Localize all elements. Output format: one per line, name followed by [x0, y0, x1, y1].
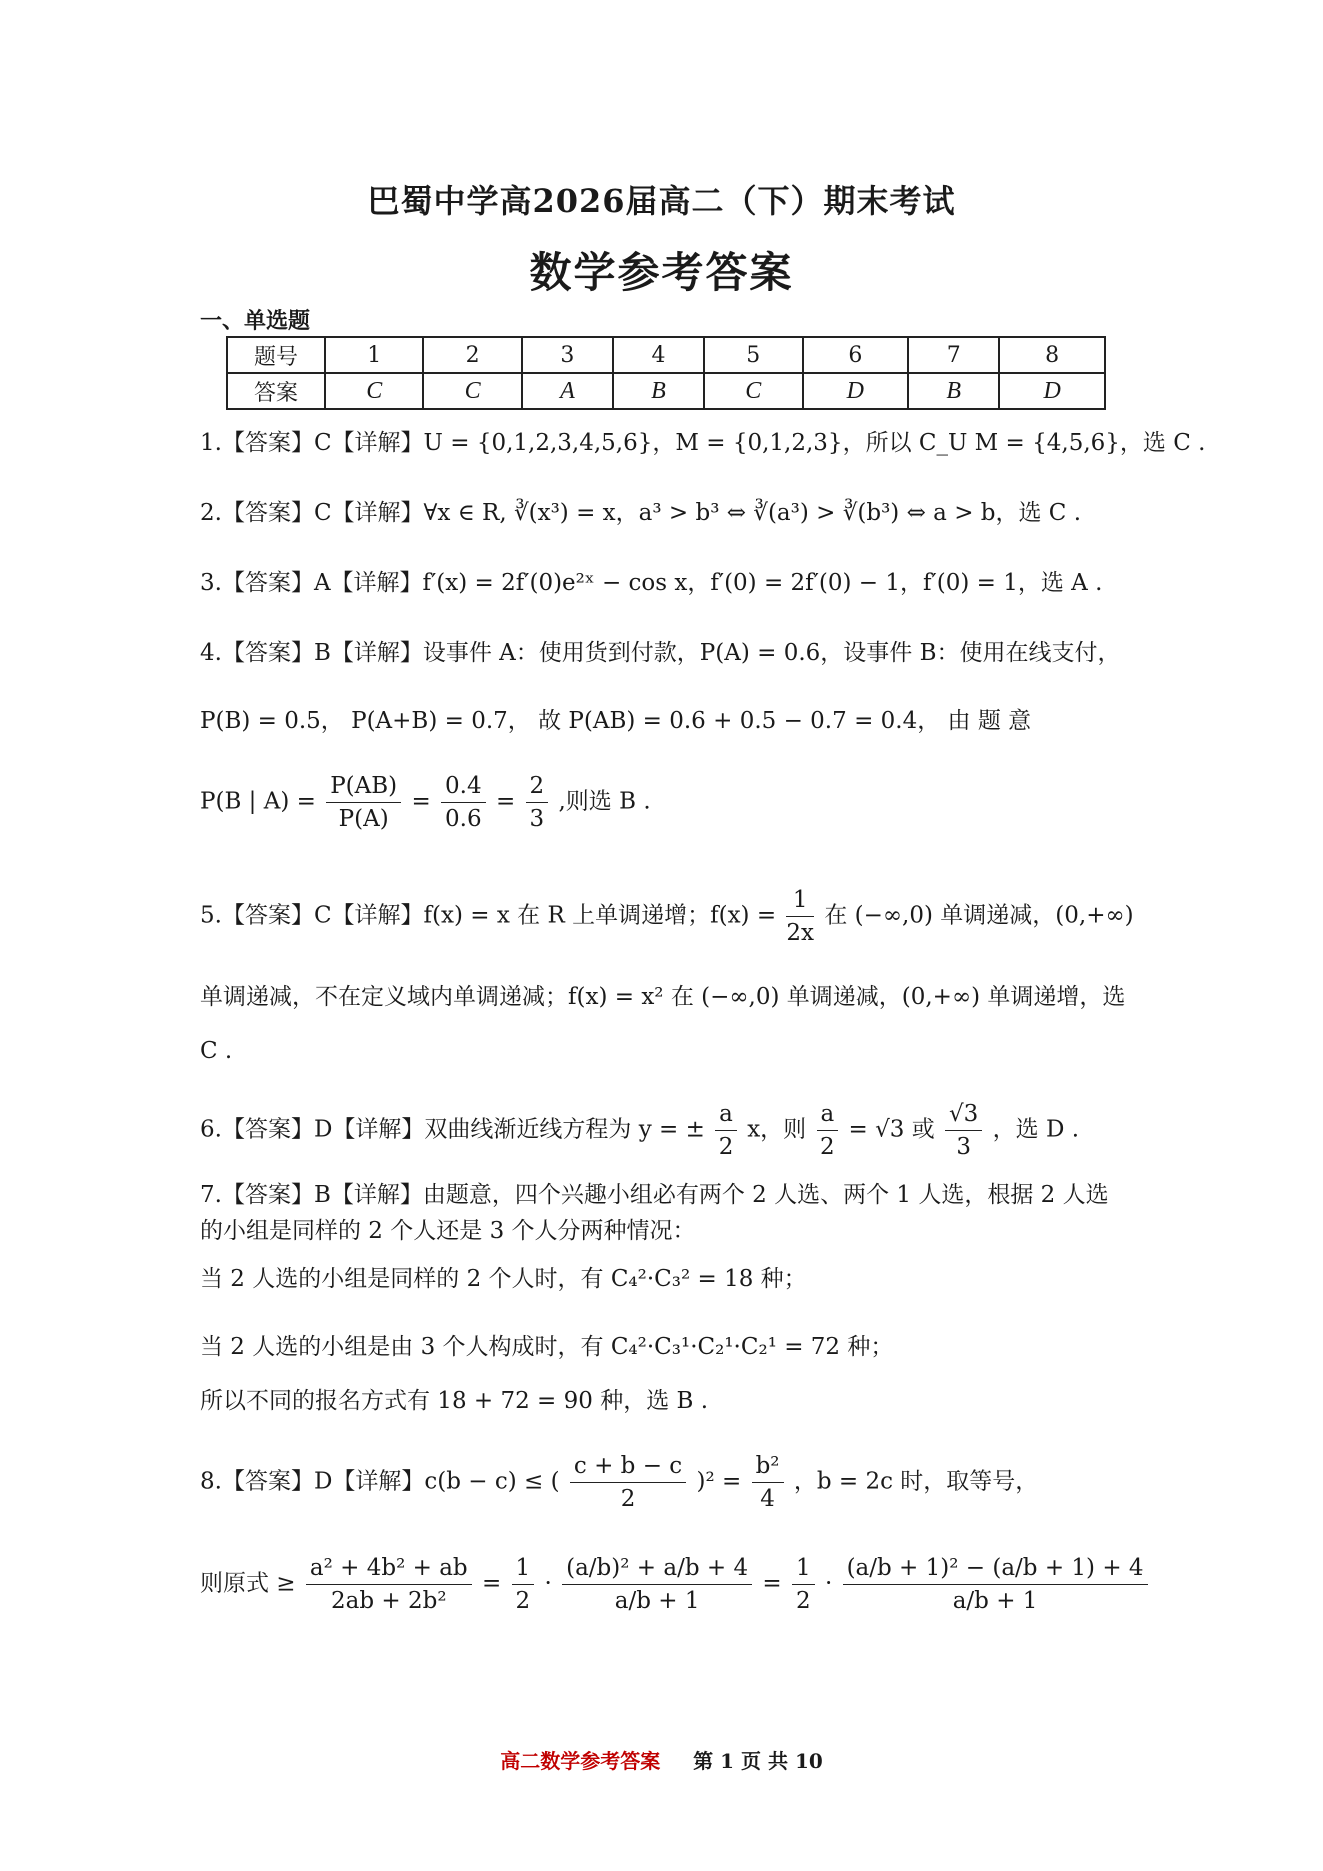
table-cell-number: 4	[613, 337, 704, 373]
fraction	[752, 1450, 784, 1515]
answer-q5-line1	[200, 884, 1134, 949]
answer-q2: 2.【答案】C【详解】∀x ∈ R, ∛(x³) = x，a³ > b³ ⇔ ∛(a³) > ∛(b³) ⇔ a > b，选 C .	[200, 500, 1082, 526]
table-cell-number: 2	[423, 337, 521, 373]
equals-sign: =	[481, 1570, 502, 1597]
fraction-denominator: 0.6	[445, 806, 482, 832]
formula-tail: ,则选 B .	[558, 788, 651, 815]
school-exam-title: 巴蜀中学高2026届高二（下）期末考试	[367, 182, 956, 220]
fraction-numerator: (a/b)² + a/b + 4	[562, 1552, 752, 1585]
answer-q6-part2: x，则	[747, 1116, 807, 1143]
fraction-numerator: c + b − c	[570, 1450, 686, 1483]
answer-q5-line2: 单调递减，不在定义域内单调递减；f(x) = x² 在 (−∞,0) 单调递减，(0,+∞) 单调递增，选	[200, 984, 1126, 1010]
table-cell-answer: D	[803, 373, 909, 409]
fraction	[792, 1552, 815, 1617]
answer-q8-part3: ，b = 2c 时，取等号，	[793, 1468, 1039, 1495]
footer-doc-label: 高二数学参考答案	[500, 1749, 661, 1773]
fraction-denominator: 2	[820, 1134, 835, 1160]
table-header-cell: 题号	[227, 337, 325, 373]
fraction-numerator: 1	[512, 1552, 535, 1585]
answer-q8-lhs: 则原式 ≥	[200, 1570, 296, 1597]
answer-q6-part4: ，选 D .	[992, 1116, 1080, 1143]
answer-q7-line5: 所以不同的报名方式有 18 + 72 = 90 种，选 B .	[200, 1388, 709, 1414]
table-cell-number: 8	[999, 337, 1105, 373]
answer-q8-line1	[200, 1450, 1038, 1515]
fraction-denominator: 2	[796, 1588, 811, 1614]
answer-q8-part1: 8.【答案】D【详解】c(b − c) ≤ (	[200, 1468, 560, 1495]
fraction-denominator: 2x	[786, 920, 815, 946]
fraction-numerator: a	[817, 1098, 839, 1131]
answer-q6-part3: = √3 或	[848, 1116, 935, 1143]
formula-lhs: P(B | A) =	[200, 788, 316, 815]
table-cell-number: 5	[704, 337, 802, 373]
table-cell-number: 7	[908, 337, 999, 373]
table-cell-number: 6	[803, 337, 909, 373]
fraction-numerator: a	[715, 1098, 737, 1131]
table-cell-answer: A	[522, 373, 613, 409]
answer-q5-part1: 5.【答案】C【详解】f(x) = x 在 R 上单调递增；f(x) =	[200, 902, 777, 929]
answer-q8-part2: )² =	[696, 1468, 742, 1495]
fraction	[512, 1552, 535, 1617]
equals-sign: =	[762, 1570, 782, 1597]
answer-q6-part1: 6.【答案】D【详解】双曲线渐近线方程为 y = ±	[200, 1116, 705, 1143]
table-cell-answer: B	[613, 373, 704, 409]
table-cell-answer: B	[908, 373, 999, 409]
fraction-denominator: a/b + 1	[952, 1588, 1038, 1614]
fraction	[306, 1552, 472, 1617]
fraction	[715, 1098, 737, 1163]
table-cell-number: 3	[522, 337, 613, 373]
table-cell-answer: C	[325, 373, 423, 409]
table-header-cell: 答案	[227, 373, 325, 409]
fraction	[441, 770, 486, 835]
fraction-denominator: a/b + 1	[614, 1588, 700, 1614]
table-row-answers	[227, 373, 1105, 409]
answer-table	[226, 336, 1106, 410]
fraction-denominator: P(A)	[338, 806, 389, 832]
answer-q5-part2: 在 (−∞,0) 单调递减，(0,+∞)	[824, 902, 1134, 929]
fraction-numerator: 0.4	[441, 770, 486, 803]
answer-q4-line2: P(B) = 0.5， P(A+B) = 0.7， 故 P(AB) = 0.6 + 0.5 − 0.7 = 0.4， 由 题 意	[200, 708, 1032, 734]
fraction	[570, 1450, 686, 1515]
table-cell-answer: C	[704, 373, 802, 409]
fraction-denominator: 2	[620, 1486, 636, 1512]
fraction-denominator: 2	[515, 1588, 531, 1614]
fraction-numerator: 1	[792, 1552, 815, 1585]
fraction	[326, 770, 401, 835]
table-cell-answer: D	[999, 373, 1105, 409]
fraction-numerator: (a/b + 1)² − (a/b + 1) + 4	[843, 1552, 1148, 1585]
fraction-numerator: 2	[526, 770, 549, 803]
fraction-denominator: 3	[956, 1134, 971, 1160]
doc-title: 数学参考答案	[529, 248, 794, 297]
answer-q3: 3.【答案】A【详解】f′(x) = 2f′(0)e²ˣ − cos x，f′(0) = 2f′(0) − 1，f′(0) = 1，选 A .	[200, 570, 1103, 596]
fraction-numerator: a² + 4b² + ab	[306, 1552, 472, 1585]
answer-q1: 1.【答案】C【详解】U = {0,1,2,3,4,5,6}，M = {0,1,2,3}，所以 C_U M = {4,5,6}，选 C .	[200, 430, 1206, 456]
fraction	[843, 1552, 1148, 1617]
table-cell-number: 1	[325, 337, 423, 373]
fraction-denominator: 3	[529, 806, 545, 832]
page-footer	[0, 1745, 1323, 1774]
fraction	[562, 1552, 752, 1617]
answer-q6	[200, 1098, 1079, 1163]
answer-q4-line1: 4.【答案】B【详解】设事件 A：使用货到付款，P(A) = 0.6，设事件 B：使用在线支付，	[200, 640, 1121, 666]
footer-page-number: 第 1 页 共 10	[693, 1749, 823, 1773]
table-row-numbers	[227, 337, 1105, 373]
fraction	[945, 1098, 982, 1163]
fraction-numerator: P(AB)	[326, 770, 401, 803]
answer-q4-line3: P(B | A) = $\frac{P(AB)}{P(A)}$ = $\frac{0.4}{0.6}$ = $\frac{2}{3}$ ,则选 B .	[200, 770, 651, 835]
fraction	[817, 1098, 839, 1163]
fraction-numerator: b²	[752, 1450, 784, 1483]
answer-q7-line2: 的小组是同样的 2 个人还是 3 个人分两种情况：	[200, 1218, 696, 1244]
fraction-denominator: 2	[718, 1134, 734, 1160]
answer-q7-line1: 7.【答案】B【详解】由题意，四个兴趣小组必有两个 2 人选、两个 1 人选，根据 2 人选	[200, 1182, 1109, 1208]
answer-q7-line4: 当 2 人选的小组是由 3 个人构成时，有 C₄²·C₃¹·C₂¹·C₂¹ = 72 种；	[200, 1334, 894, 1360]
answer-q7-line3: 当 2 人选的小组是同样的 2 个人时，有 C₄²·C₃² = 18 种；	[200, 1266, 807, 1292]
fraction-denominator: 2ab + 2b²	[331, 1588, 447, 1614]
fraction-denominator: 4	[760, 1486, 775, 1512]
fraction	[526, 770, 549, 835]
fraction	[786, 884, 814, 949]
answer-q8-line2: 则原式 ≥ $\frac{\text{a² + 4b² + ab}}{\text{2ab + 2b²}}$ = $\frac{1}{2}$ · $\frac{\text{(a/b)² + a/b + 4}}{a/b + 1}$ = $\frac{1}{2}$ · $\frac{\text{(a/b + 1)² − (a/b + 1) + 4}}{a/b + 1}$	[200, 1552, 1151, 1617]
fraction-numerator: 1	[786, 884, 814, 917]
section-heading-single-choice: 一、单选题	[200, 308, 311, 334]
answer-q5-line3: C .	[200, 1038, 233, 1064]
table-cell-answer: C	[423, 373, 521, 409]
fraction-numerator: √3	[945, 1098, 982, 1131]
